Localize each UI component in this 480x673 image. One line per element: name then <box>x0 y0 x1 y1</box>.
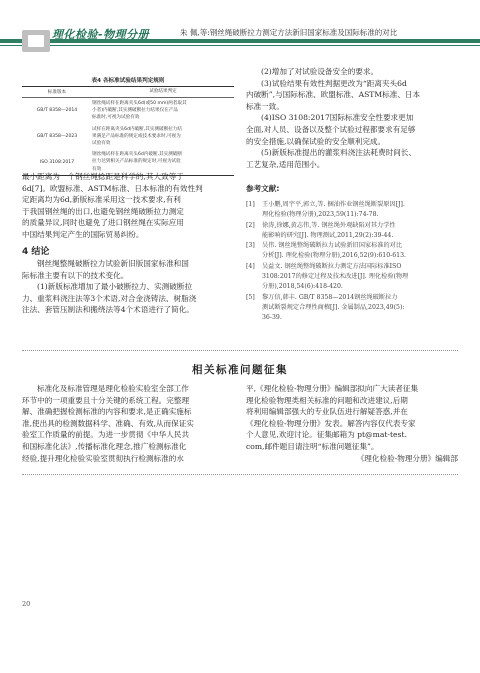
text-line: 钢丝绳整绳破断拉力试验新旧版国家标准和国 <box>37 259 189 268</box>
table-cell-line: 拉力达到相关产品标准的规定时,可视为试验 <box>92 159 181 165</box>
text-line: 的质量异议,同时也避免了进口钢丝绳在实际应用 <box>22 218 184 228</box>
text-line: 6d[7]。欧盟标准、ASTM标准、日本标准的有效性判 <box>22 183 203 193</box>
table-cell-line: 有效 <box>92 166 102 172</box>
divider-dotted <box>22 474 458 475</box>
text-line: 王小鹏,周宇平,郭立,等. 捆油作业钢丝绳断裂原因[J]. <box>262 201 405 208</box>
reference-number: [2] <box>246 221 255 229</box>
table-caption: 表4 各标准试验结果判定规则 <box>91 78 165 84</box>
text-line: 分册),2018,54(6):418-420. <box>262 283 343 291</box>
text-line: 环节中的一项重要且十分关键的系统工程。完整理 <box>22 395 190 405</box>
reference-number: [1] <box>246 201 255 208</box>
reference-item <box>246 241 458 262</box>
text-line: 标准化及标准管理是理化检验实验室全部工作 <box>37 384 189 393</box>
text-line: 验室工作质量的前提。为进一步贯彻《中华人民共 <box>22 430 190 440</box>
conclusion-item: (5)新版标准提出的灌浆料浇注法耗费时间长、 <box>261 148 417 158</box>
conclusion-item: (3)试验结果有效性判据更改为“距离夹头6d <box>261 78 407 88</box>
text-line: 标准一致。 <box>246 101 284 111</box>
text-line: 中国结果判定产生的国际贸易纠纷。 <box>22 229 144 239</box>
text-line: 《理化检验-物理分册》发表。解答内容仅代表专家 <box>246 418 416 428</box>
text-line: 理化检验(物理分册),2023,59(11):74-78. <box>262 211 379 219</box>
table-cell-line: 钢丝绳试样在距离夹头6d(或50 mm)两者取其 <box>92 101 187 106</box>
reference-item <box>246 293 458 324</box>
text-line: 36-39. <box>262 314 282 322</box>
table-cell-rule <box>92 100 234 122</box>
table-cell-line: 标准时,可视为试验有效 <box>92 115 140 121</box>
text-line: 的安全措施,以确保试验的安全顺利完成。 <box>246 136 386 146</box>
table-cell-line: 试样在距离夹头6d内破断,其实测破断拉力结 <box>92 126 182 132</box>
text-line: 全面,对人员、设备以及整个试验过程都要求有足够 <box>246 124 416 134</box>
journal-logo-icon <box>22 30 50 52</box>
divider-dotted <box>22 350 458 351</box>
text-line: 能影响的研究[J]. 物理测试,2011,29(2):39-44. <box>262 231 394 239</box>
text-line: 平,《理化检验-物理分册》编辑部拟向广大读者征集 <box>246 384 419 393</box>
table-cell-rule <box>92 151 234 173</box>
text-line: 定距离均为6d,新版标准采用这一技术要求,有利 <box>22 195 181 205</box>
text-line: 黎万信,韩丰. GB/T 8358—2014钢丝绳破断拉力 <box>262 293 398 301</box>
header-rule <box>0 45 480 46</box>
text-line: 测试断裂规定合理性商榷[J]. 金属制品,2023,49(5): <box>262 303 405 311</box>
text-line: 理化检验物理类相关标准的问题和改进建议,后期 <box>246 395 408 405</box>
table-cell-line: 钢丝绳试样在距离夹头6d内破断,其实测破断 <box>92 152 182 158</box>
table-cell-line: 小者)内破断,其实测破断拉力结果仅在产品 <box>92 108 178 114</box>
table-cell-line: 试验有效 <box>92 141 111 147</box>
reference-item <box>246 221 458 242</box>
table-header-row <box>22 87 234 98</box>
conclusion-item: (2)增加了对试验设备安全的要求。 <box>261 67 379 76</box>
text-line: 解、准确把握检测标准的内容和要求,是正确实施标 <box>22 407 192 417</box>
notice-right-text <box>246 383 458 464</box>
text-line: 工艺复杂,适用范围小。 <box>246 159 325 169</box>
table-row <box>22 124 234 150</box>
text-line: 吴益文. 钢丝绳整绳破断拉力测定方法国际标准ISO <box>262 262 402 270</box>
text-line: 际标准主要有以下的技术变化。 <box>22 270 129 280</box>
section-heading: 4 结论 <box>22 247 50 257</box>
text-line: 经验,提升理化检验实验室贯彻执行检测标准的水 <box>22 453 184 463</box>
notice-left-text <box>22 383 234 464</box>
text-line: 最小距离为一个钢丝绳捻距是科学的,其大致等于 <box>22 172 184 181</box>
reference-item <box>246 262 458 293</box>
text-line: 注法、套管压制法和搬绕法等4个术语进行了简化。 <box>22 305 194 315</box>
reference-item <box>246 200 458 221</box>
text-line: (1)新版标准增加了最小破断拉力、实测破断拉 <box>37 282 193 292</box>
notice-title: 相关标准问题征集 <box>192 364 288 376</box>
table-cell-standard: ISO 3108:2017 <box>39 159 75 165</box>
text-line: 吴伟. 钢丝绳整绳破断拉力试验新旧国家标准的对比 <box>262 242 403 250</box>
results-table <box>22 86 234 176</box>
text-line: 个人意见,欢迎讨论。征集邮箱为 pt@mat-test. <box>246 430 407 440</box>
text-line: 将利用编辑部强大的专业队伍进行解疑答惑,并在 <box>246 407 408 417</box>
text-line: 分析[J]. 理化检验(物理分册),2016,52(9):610-613. <box>262 252 407 260</box>
reference-number: [3] <box>246 242 255 250</box>
text-line: com,邮件题目请注明“标准问题征集”。 <box>246 441 379 451</box>
table-cell-rule <box>92 126 234 148</box>
text-line: 内破断”,与国际标准、欧盟标准、ASTM标准、日本 <box>246 90 421 100</box>
table-cell-standard: GB/T 8358—2014 <box>36 108 78 114</box>
reference-number: [5] <box>246 293 255 301</box>
page-number: 20 <box>22 600 31 608</box>
conclusion-item: (4)ISO 3108:2017国际标准安全性要求更加 <box>261 113 414 123</box>
table-cell-standard: GB/T 8358—2023 <box>36 133 78 139</box>
table-cell-line: 果满足产品标准的规定或技术要求时,可视为 <box>92 133 181 139</box>
text-line: 准,使出具的检测数据科学、准确、有效,从而保证实 <box>22 418 194 428</box>
journal-name: 理化检验-物理分册 <box>52 28 150 41</box>
text-line: 和国标准化法》,传播标准化理念,推广检测标准化 <box>22 441 187 451</box>
notice-signature: 《理化检验-物理分册》编辑部 <box>356 453 458 463</box>
text-line: 3108:2017的修定过程及技术改进[J]. 理化检验(物理 <box>262 273 409 281</box>
body-paragraph <box>22 258 234 316</box>
text-line: 力、重浆料浇注法等3个术语,对合金浇铸法、树脂浇 <box>22 293 197 303</box>
references-heading: 参考文献: <box>246 184 280 193</box>
references-list <box>246 200 458 324</box>
running-title: 朱 佩,等:钢丝绳破断拉力测定方法新旧国家标准及国际标准的对比 <box>180 28 398 37</box>
table-row <box>22 98 234 124</box>
table-header-cell: 试验结果判定 <box>149 89 177 95</box>
reference-number: [4] <box>246 262 255 270</box>
text-line: 于我国钢丝绳的出口,也避免钢丝绳破断拉力测定 <box>22 206 184 216</box>
text-line: 徐涛,徐娜,黄志伟,等. 钢丝绳外观缺陷对其力学性 <box>262 221 396 229</box>
body-paragraph <box>22 171 234 241</box>
conclusion-list <box>246 66 458 170</box>
table-header-cell: 标准版本 <box>47 90 67 95</box>
